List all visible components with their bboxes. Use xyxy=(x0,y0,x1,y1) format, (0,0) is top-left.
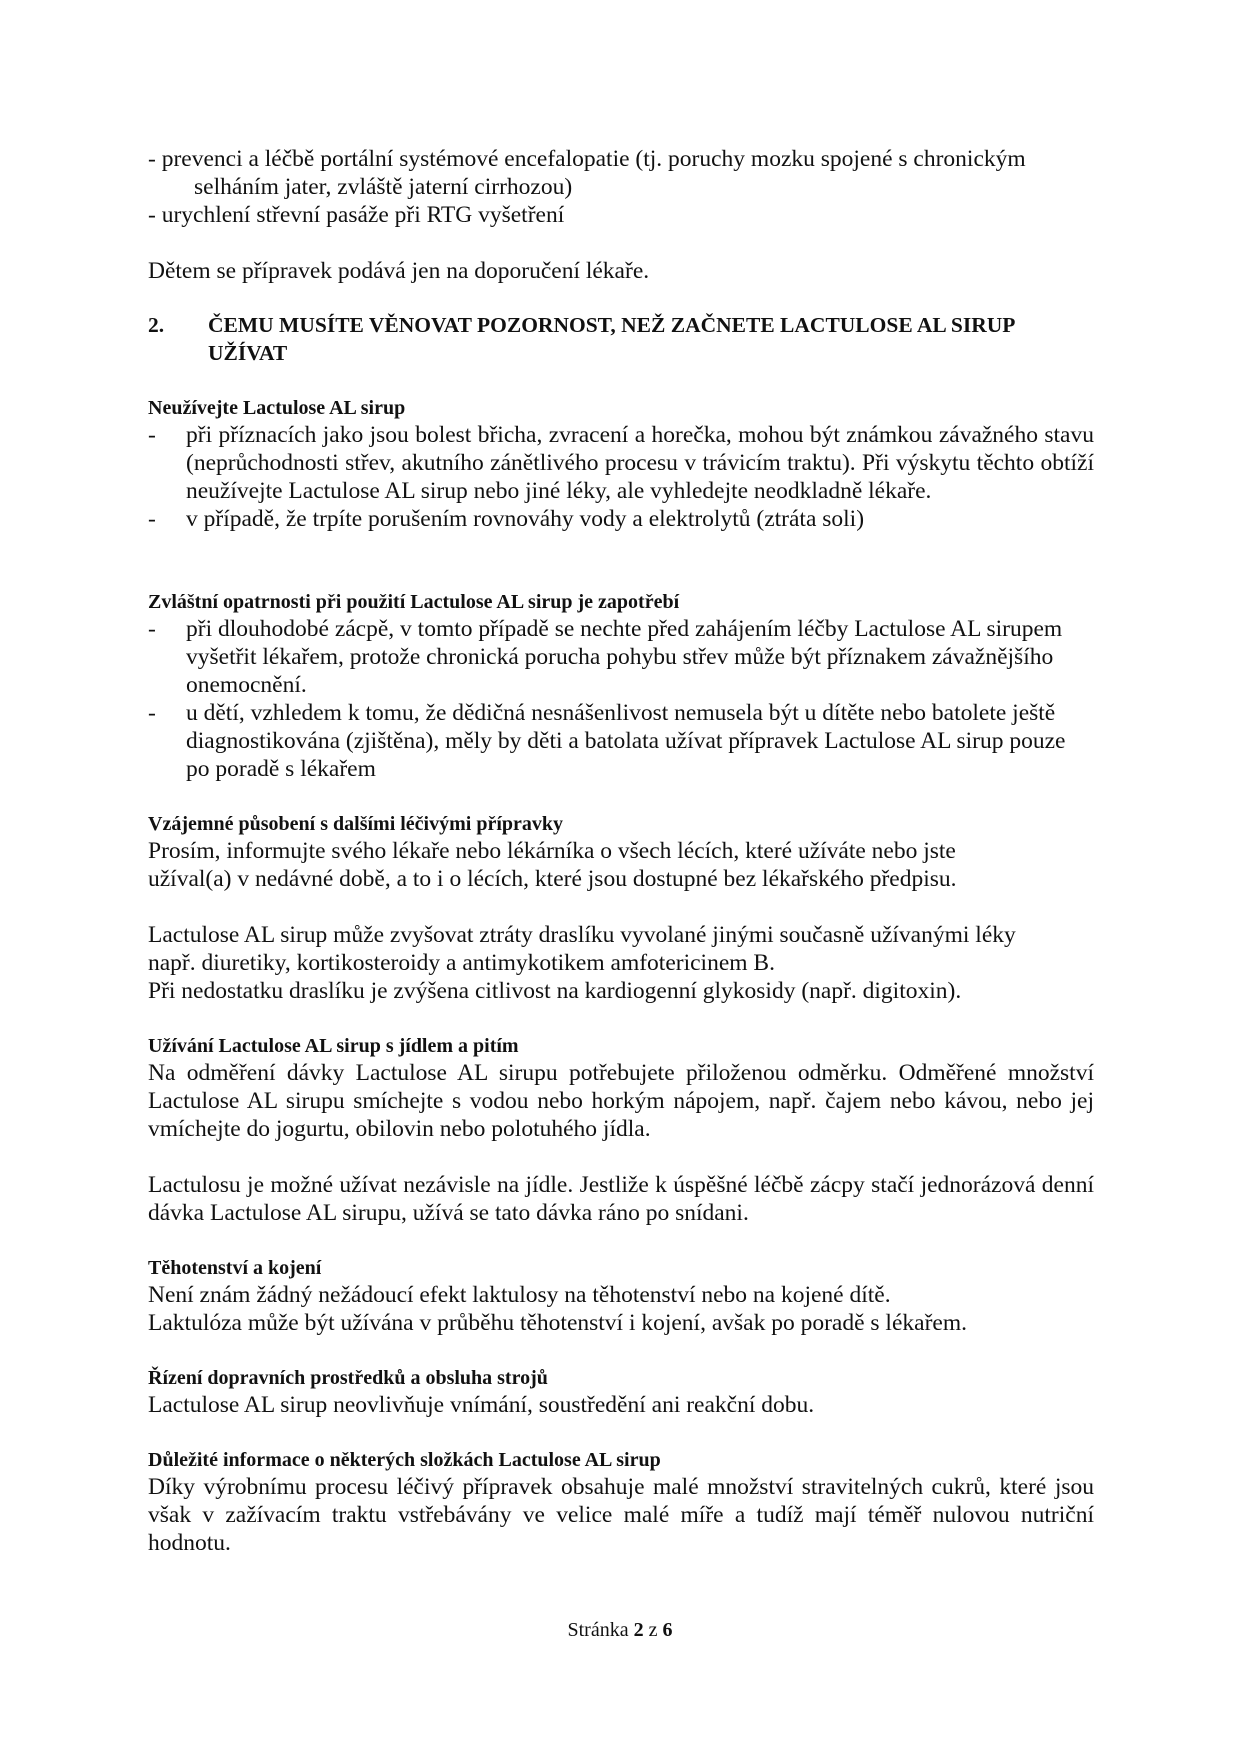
list-item: - při příznacích jako jsou bolest břicha, zvracení a horečka, mohou být známkou závažného stavu (neprůchodnosti střev, akutního zánětlivého procesu v trávicím traktu). Při výskytu těchto obtíží neužívejte Lactulose AL sirup nebo jiné léky, ale vyhledejte neodkladně lékaře. xyxy=(148,422,1094,504)
subheading-important: Důležité informace o některých složkách Lactulose AL sirup xyxy=(148,1449,661,1471)
total-pages: 6 xyxy=(662,1619,673,1641)
pregnancy-paragraph: Není znám žádný nežádoucí efekt laktulosy na těhotenství nebo na kojené dítě. Laktulóza může být užívána v průběhu těhotenství i kojení, avšak po poradě s lékařem. xyxy=(148,1282,967,1336)
intro-list-item: - urychlení střevní pasáže při RTG vyšetření xyxy=(148,202,565,228)
page-content xyxy=(148,145,1094,1557)
caution-list xyxy=(148,615,1094,783)
interactions-paragraph: Lactulose AL sirup může zvyšovat ztráty draslíku vyvolané jinými současně užívanými léky např. diuretiky, kortikosteroidy a antimykotikem amfotericinem B. Při nedostatku draslíku je zvýšena citlivost na kardiogenní glykosidy (např. digitoxin). xyxy=(148,922,1016,1004)
section-number: 2. xyxy=(148,313,165,337)
subheading-caution: Zvláštní opatrnosti při použití Lactulose AL sirup je zapotřebí xyxy=(148,591,680,613)
subheading-pregnancy: Těhotenství a kojení xyxy=(148,1257,322,1279)
subheading-driving: Řízení dopravních prostředků a obsluha strojů xyxy=(148,1367,548,1389)
food-paragraph: Lactulosu je možné užívat nezávisle na jídle. Jestliže k úspěšné léčbě zácpy stačí jednorázová denní dávka Lactulose AL sirupu, užívá se tato dávka ráno po snídani. xyxy=(148,1172,1094,1226)
page-footer: Stránka 2 z 6 xyxy=(567,1619,673,1641)
interactions-paragraph: Prosím, informujte svého lékaře nebo lékárníka o všech lécích, které užíváte nebo jste užíval(a) v nedávné době, a to i o lécích, které jsou dostupné bez lékařského předpisu. xyxy=(148,838,957,892)
section-title: ČEMU MUSÍTE VĚNOVAT POZORNOST, NEŽ ZAČNETE LACTULOSE AL SIRUP UŽÍVAT xyxy=(208,313,1016,365)
do-not-use-list xyxy=(148,421,1094,533)
list-item: - u dětí, vzhledem k tomu, že dědičná nesnášenlivost nemusela být u dítěte nebo batolete ještě diagnostikována (zjištěna), měly by děti a batolata užívat přípravek Lactulose AL sirup pouze po poradě s lékařem xyxy=(148,700,1066,782)
important-paragraph: Díky výrobnímu procesu léčivý přípravek obsahuje malé množství stravitelných cukrů, které jsou však v zažívacím traktu vstřebávány ve velice malé míře a tudíž mají téměř nulovou nutriční hodnotu. xyxy=(148,1474,1094,1556)
subheading-interactions: Vzájemné působení s dalšími léčivými přípravky xyxy=(148,813,564,835)
subheading-food: Užívání Lactulose AL sirup s jídlem a pitím xyxy=(148,1035,519,1057)
intro-list-item: - prevenci a léčbě portální systémové encefalopatie (tj. poruchy mozku spojené s chronickým selháním jater, zvláště jaterní cirrhozou) xyxy=(148,146,1026,200)
children-note: Dětem se přípravek podává jen na doporučení lékaře. xyxy=(148,258,650,284)
subheading-do-not-use: Neužívejte Lactulose AL sirup xyxy=(148,397,406,419)
food-paragraph: Na odměření dávky Lactulose AL sirupu potřebujete přiloženou odměrku. Odměřené množství Lactulose AL sirupu smíchejte s vodou nebo horkým nápojem, např. čajem nebo kávou, nebo jej vmíchejte do jogurtu, obilovin nebo polotuhého jídla. xyxy=(148,1060,1094,1142)
driving-paragraph: Lactulose AL sirup neovlivňuje vnímání, soustředění ani reakční dobu. xyxy=(148,1392,815,1418)
section-heading xyxy=(148,311,1094,367)
current-page: 2 xyxy=(633,1619,644,1641)
list-item: - v případě, že trpíte porušením rovnováhy vody a elektrolytů (ztráta soli) xyxy=(148,506,865,532)
list-item: - při dlouhodobé zácpě, v tomto případě se nechte před zahájením léčby Lactulose AL sirupem vyšetřit lékařem, protože chronická porucha pohybu střev může být příznakem závažnějšího onemocnění. xyxy=(148,616,1063,698)
